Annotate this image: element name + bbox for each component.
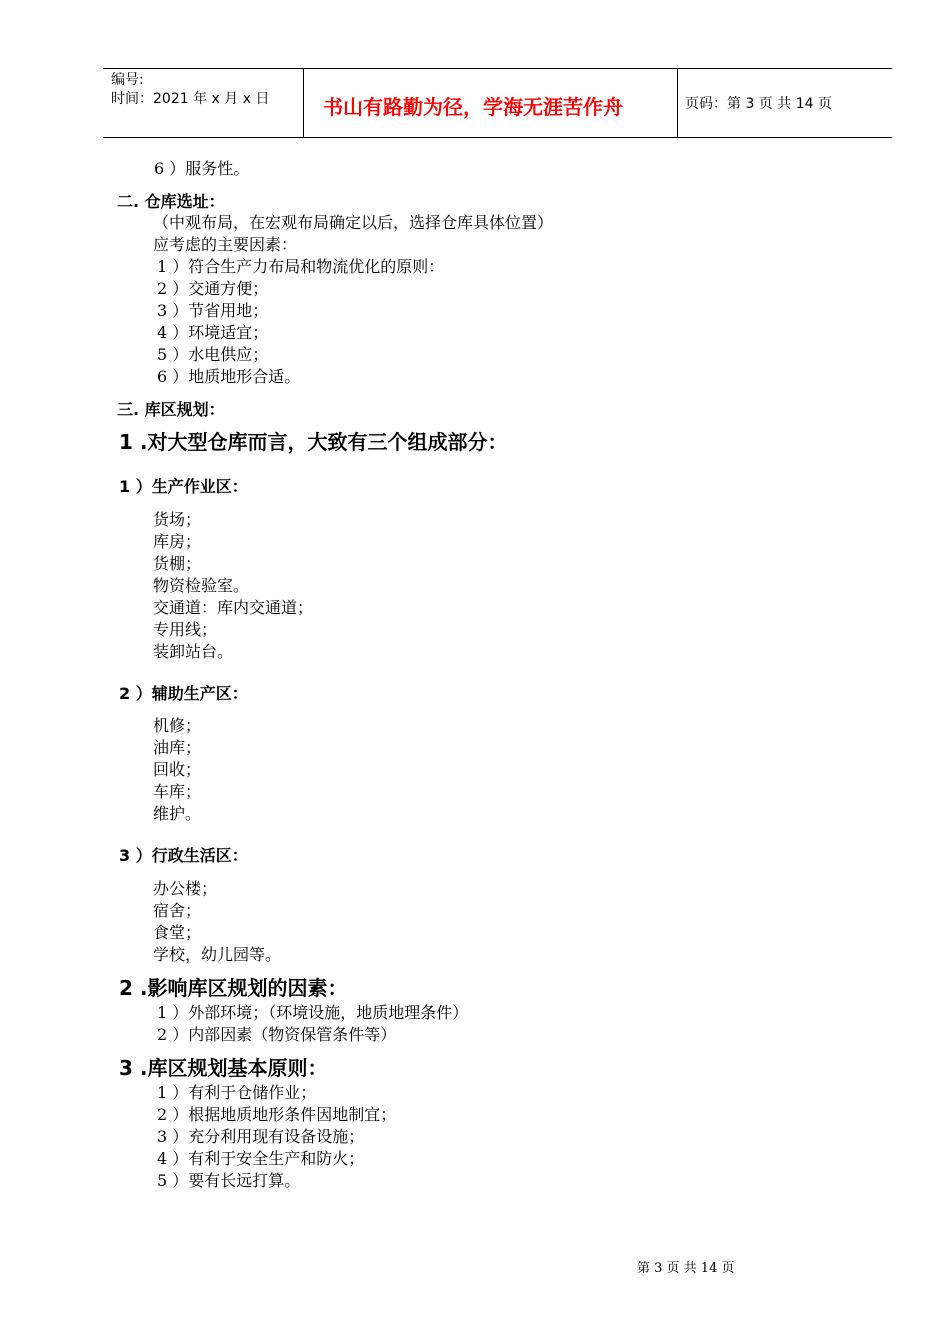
list-item: 车库； [153,782,202,801]
list-item: 3 ）充分利用现有设备设施； [157,1127,365,1146]
section-2-intro: 应考虑的主要因素： [153,235,298,254]
list-item: 1 ）符合生产力布局和物流优化的原则： [157,257,445,276]
zone-2-title: 2 ）辅助生产区： [119,684,248,703]
list-item: 6 ）地质地形合适。 [157,367,301,386]
list-item: 物资检验室。 [153,576,250,595]
heading-3: 3 .库区规划基本原则： [119,1056,328,1080]
list-item: 油库； [153,738,202,757]
list-item: 2 ）内部因素（物资保管条件等） [157,1025,397,1044]
section-3-title: 三. 库区规划： [117,400,225,419]
page-footer: 第 3 页 共 14 页 [637,1261,735,1276]
header-divider [677,69,678,137]
header-number: 编号: [111,72,144,88]
section-2-note: （中观布局，在宏观布局确定以后，选择仓库具体位置） [153,213,554,232]
list-item: 1 ）有利于仓储作业； [157,1083,317,1102]
list-item: 2 ）根据地质地形条件因地制宜； [157,1105,397,1124]
list-item: 维护。 [153,804,202,823]
list-item: 2 ）交通方便； [157,279,269,298]
section-2-title: 二. 仓库选址： [117,192,225,211]
list-item: 5 ）水电供应； [157,345,269,364]
header-time: 时间：2021 年 x 月 x 日 [111,91,270,107]
list-item: 货场； [153,510,202,529]
list-item: 学校，幼儿园等。 [153,945,282,964]
header-motto: 书山有路勤为径，学海无涯苦作舟 [323,95,623,119]
zone-1-title: 1 ）生产作业区： [119,477,248,496]
list-item: 5 ）要有长远打算。 [157,1171,301,1190]
zone-3-title: 3 ）行政生活区： [119,846,248,865]
list-item: 4 ）环境适宜； [157,323,269,342]
list-item: 装卸站台。 [153,642,234,661]
list-item: 4 ）有利于安全生产和防火； [157,1149,365,1168]
list-item: 交通道：库内交通道； [153,598,314,617]
header-divider [303,69,304,137]
list-item: 办公楼； [153,879,218,898]
heading-1: 1 .对大型仓库而言，大致有三个组成部分： [119,430,508,454]
list-item: 机修； [153,716,202,735]
list-item: 宿舍； [153,901,202,920]
heading-2: 2 .影响库区规划的因素： [119,976,348,1000]
list-item: 1 ）外部环境；（环境设施，地质地理条件） [157,1003,469,1022]
header-meta [111,71,269,109]
list-item: 货棚； [153,554,202,573]
service-line: 6 ）服务性。 [154,159,250,178]
list-item: 食堂； [153,923,202,942]
header-page-info: 页码：第 3 页 共 14 页 [685,96,832,112]
list-item: 回收； [153,760,202,779]
list-item: 专用线； [153,620,218,639]
list-item: 3 ）节省用地； [157,301,269,320]
page-header [103,68,892,138]
list-item: 库房； [153,532,202,551]
